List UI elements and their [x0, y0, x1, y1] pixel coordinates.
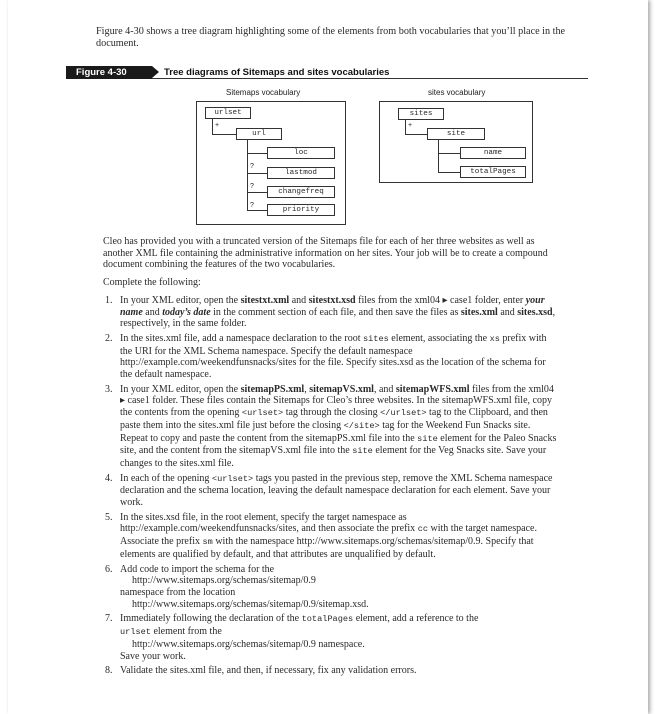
connector — [438, 153, 460, 154]
step-1: 1. In your XML editor, open the sitestxt.xml and sitestxt.xsd files from the xml04 ▸ case1 folder, enter your name and today’s date in the comment section of each file, and then save the files as sites.xml and sites.xsd, respectively, in the same folder. — [105, 294, 556, 330]
connector — [247, 140, 248, 210]
node-lastmod: lastmod — [267, 167, 335, 179]
node-priority: priority — [267, 204, 335, 216]
connector — [247, 153, 267, 154]
sites-caption: sites vocabulary — [428, 88, 486, 97]
figure-label-arrow — [152, 66, 159, 78]
connector — [247, 173, 267, 174]
optional-symbol: ? — [250, 183, 254, 190]
intro-paragraph: Figure 4-30 shows a tree diagram highlighting some of the elements from both vocabularies that you’ll place in the document. — [96, 26, 566, 50]
node-totalpages: totalPages — [460, 166, 526, 178]
node-name: name — [460, 147, 526, 159]
step-4: 4. In each of the opening <urlset> tags you pasted in the previous step, remove the XML Schema namespace declaration and the schema location, leaving the default namespace declaration for each element. Save your work. — [105, 472, 553, 509]
connector — [405, 120, 406, 135]
case-description: Cleo has provided you with a truncated version of the Sitemaps file for each of her three websites as well as another XML file containing the administrative information on her sites. Your job will be to create a compound document combining the features of the two vocabularies. — [103, 236, 548, 271]
step-2: 2. In the sites.xml file, add a namespace declaration to the root sites element, associating the xs prefix with the URI for the XML Schema namespace. Specify the default namespace http://example.com/weekendfunsnacks/sites for the file. Specify sites.xsd as the location of the schema for the default namespace. — [105, 332, 547, 381]
connector — [405, 134, 427, 135]
figure-header — [66, 66, 588, 79]
figure-title: Tree diagrams of Sitemaps and sites vocabularies — [164, 67, 390, 78]
step-8: 8. Validate the sites.xml file, and then, if necessary, fix any validation errors. — [105, 665, 417, 677]
step-7: 7. Immediately following the declaration of the totalPages element, add a reference to the urlset element from the http://www.sitemaps.org/schemas/sitemap/0.9 namespace. Save your work. — [105, 613, 479, 662]
optional-symbol: ? — [250, 202, 254, 209]
figure-label: Figure 4-30 — [66, 66, 152, 79]
optional-symbol: ? — [250, 163, 254, 170]
document-page — [8, 0, 648, 714]
connector — [438, 172, 460, 173]
sites-tree — [379, 101, 533, 183]
node-sites: sites — [398, 108, 444, 120]
sitemaps-tree — [196, 101, 346, 225]
step-5: 5. In the sites.xsd file, in the root element, specify the target namespace as http://example.com/weekendfunsnacks/sites, and then associate the prefix cc with the target namespace. Associate the prefix sm with the namespace http://www.sitemaps.org/schemas/sitemap/0.9. Specify that elements are qualified by default, and that attributes are unqualified by default. — [105, 511, 537, 560]
instructions-lead: Complete the following: — [103, 277, 201, 289]
step-6: 6. Add code to import the schema for the http://www.sitemaps.org/schemas/sitemap/0.9 namespace from the location http://www.sitemaps.org/schemas/sitemap/0.9/sitemap.xsd. — [105, 563, 369, 610]
node-site: site — [427, 128, 485, 140]
steps-list — [103, 295, 558, 677]
case-body — [103, 236, 558, 680]
node-urlset: urlset — [205, 107, 251, 119]
connector — [212, 134, 236, 135]
plus-symbol: + — [215, 122, 220, 129]
connector — [212, 119, 213, 135]
connector — [438, 140, 439, 172]
node-url: url — [236, 128, 282, 140]
node-loc: loc — [267, 147, 335, 159]
connector — [247, 210, 267, 211]
step-3: 3. In your XML editor, open the sitemapPS.xml, sitemapVS.xml, and sitemapWFS.xml files from the xml04 ▸ case1 folder. These files contain the Sitemaps for Cleo’s three websites. In the sitemapWFS.xml file, copy the contents from the opening <urlset> tag through the closing </urlset> tag to the Clipboard, and then paste them into the sites.xml file just before the closing </site> tag for the Weekend Fun Snacks site. Repeat to copy and paste the content from the sitemapPS.xml file into the site element for the Paleo Snacks site, and the content from the sitemapVS.xml file into the site element for the Veg Snacks site. Save your changes to the sites.xml file. — [105, 383, 557, 469]
plus-symbol: + — [408, 122, 413, 129]
node-changefreq: changefreq — [267, 186, 335, 198]
sitemaps-caption: Sitemaps vocabulary — [226, 88, 301, 97]
connector — [247, 192, 267, 193]
